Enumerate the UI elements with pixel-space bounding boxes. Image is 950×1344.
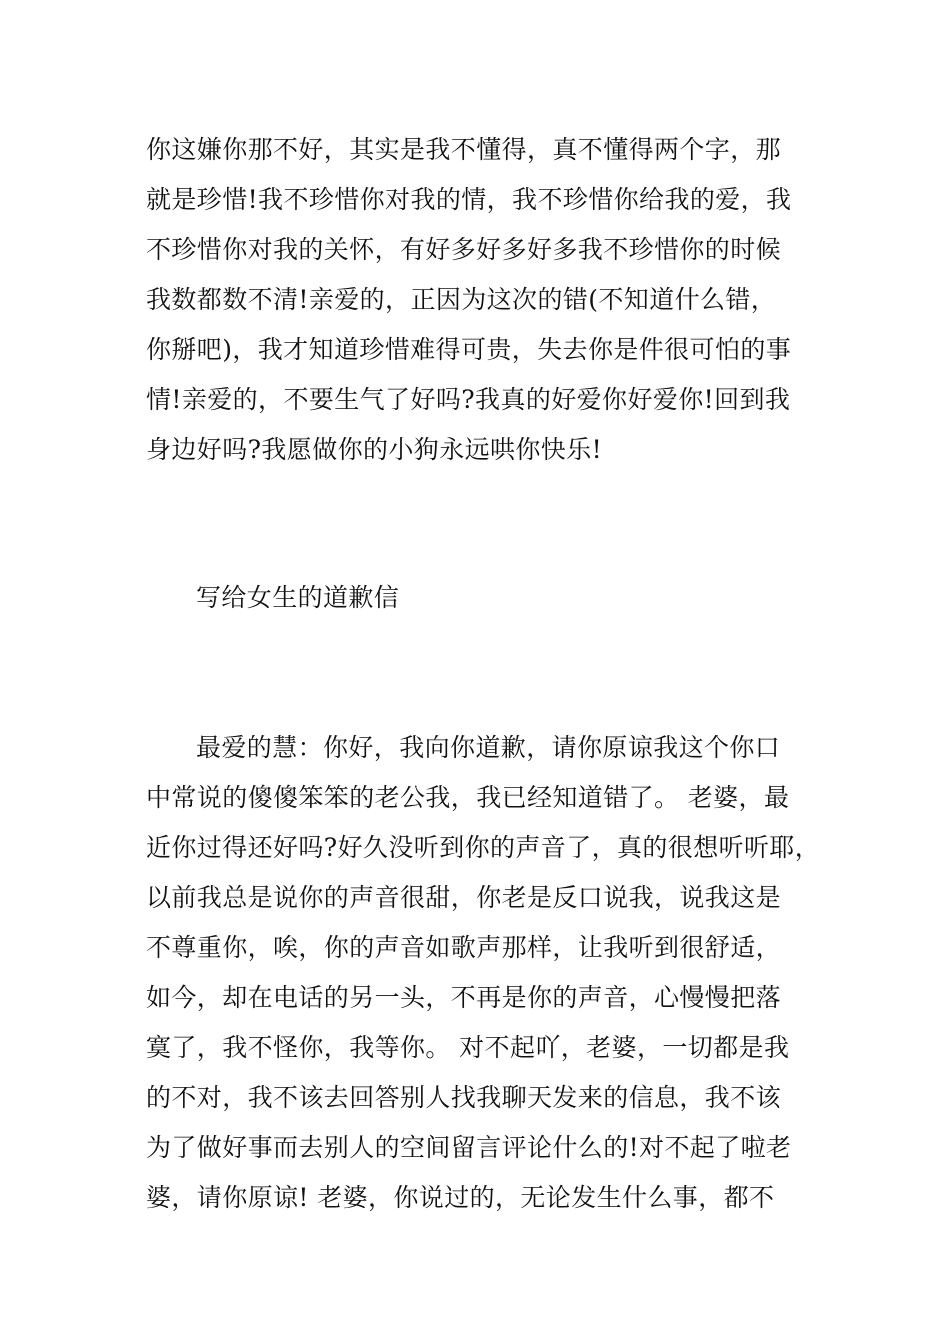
text-line: 寞了，我不怪你，我等你。 对不起吖，老婆，一切都是我 bbox=[146, 1033, 790, 1062]
text-line: 你这嫌你那不好，其实是我不懂得，真不懂得两个字，那 bbox=[146, 135, 782, 164]
text-line: 不尊重你，唉，你的声音如歌声那样，让我听到很舒适， bbox=[146, 933, 782, 962]
text-line: 为了做好事而去别人的空间留言评论什么的!对不起了啦老 bbox=[146, 1133, 792, 1162]
text-line: 以前我总是说你的声音很甜，你老是反口说我，说我这是 bbox=[146, 883, 782, 912]
text-line: 婆，请你原谅! 老婆，你说过的，无论发生什么事，都不 bbox=[146, 1183, 775, 1212]
text-line: 最爱的慧：你好，我向你道歉，请你原谅我这个你口 bbox=[196, 733, 781, 762]
text-line: 如今，却在电话的另一头，不再是你的声音，心慢慢把落 bbox=[146, 983, 782, 1012]
text-line: 你掰吧)，我才知道珍惜难得可贵，失去你是件很可怕的事 bbox=[146, 335, 792, 364]
text-line: 不珍惜你对我的关怀，有好多好多好多我不珍惜你的时候 bbox=[146, 235, 782, 264]
text-line: 中常说的傻傻笨笨的老公我，我已经知道错了。 老婆，最 bbox=[146, 783, 790, 812]
text-line: 我数都数不清!亲爱的，正因为这次的错(不知道什么错， bbox=[146, 285, 777, 314]
section-heading: 写给女生的道歉信 bbox=[196, 583, 400, 612]
text-line: 情!亲爱的，不要生气了好吗?我真的好爱你好爱你!回到我 bbox=[146, 385, 791, 414]
text-line: 的不对，我不该去回答别人找我聊天发来的信息，我不该 bbox=[146, 1083, 782, 1112]
text-line: 身边好吗?我愿做你的小狗永远哄你快乐! bbox=[146, 435, 603, 464]
text-line: 就是珍惜!我不珍惜你对我的情，我不珍惜你给我的爱，我 bbox=[146, 185, 792, 214]
text-line: 近你过得还好吗?好久没听到你的声音了，真的很想听听耶， bbox=[146, 833, 821, 862]
